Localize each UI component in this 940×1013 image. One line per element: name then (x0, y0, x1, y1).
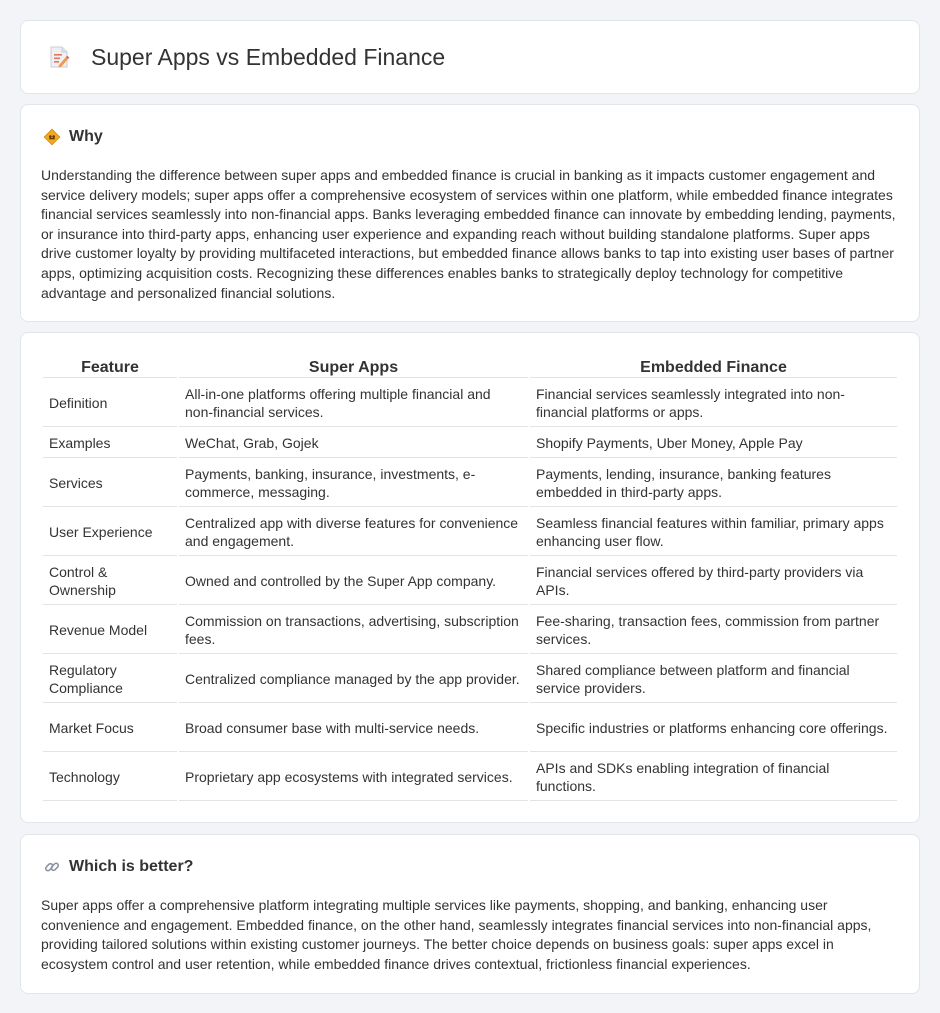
why-section (20, 104, 920, 322)
super-apps-cell: Commission on transactions, advertising, subscription fees. (179, 607, 528, 654)
link-icon (43, 858, 61, 876)
header-embedded-finance: Embedded Finance (530, 356, 897, 378)
why-heading-row (43, 128, 103, 146)
embedded-finance-cell: APIs and SDKs enabling integration of financial functions. (530, 754, 897, 801)
embedded-finance-cell: Shared compliance between platform and financial service providers. (530, 656, 897, 703)
feature-cell: Market Focus (43, 705, 177, 752)
table-row (43, 460, 897, 507)
embedded-finance-cell: Financial services offered by third-party providers via APIs. (530, 558, 897, 605)
table-row (43, 754, 897, 801)
super-apps-cell: Payments, banking, insurance, investments, e-commerce, messaging. (179, 460, 528, 507)
which-is-better-section (20, 834, 920, 994)
header-feature: Feature (43, 356, 177, 378)
super-apps-cell: All-in-one platforms offering multiple financial and non-financial services. (179, 380, 528, 427)
table-row (43, 509, 897, 556)
document-pencil-icon (47, 45, 71, 69)
feature-cell: Regulatory Compliance (43, 656, 177, 703)
better-text: Super apps offer a comprehensive platform integrating multiple services like payments, shopping, and banking, enhancing user convenience and engagement. Embedded finance, on the other hand, seamlessly integrates financial services into non-financial apps, providing tailored solutions within existing customer journeys. The better choice depends on business goals: super apps excel in ecosystem control and user retention, while embedded finance drives contextual, frictionless financial experiences. (41, 897, 872, 972)
header-super-apps: Super Apps (179, 356, 528, 378)
feature-cell: Control & Ownership (43, 558, 177, 605)
table-row (43, 558, 897, 605)
header-card (20, 20, 920, 94)
feature-cell: Revenue Model (43, 607, 177, 654)
super-apps-cell: Broad consumer base with multi-service needs. (179, 705, 528, 752)
feature-cell: Services (43, 460, 177, 507)
better-heading-row (43, 858, 193, 876)
super-apps-cell: Owned and controlled by the Super App company. (179, 558, 528, 605)
table-row (43, 380, 897, 427)
comparison-table (41, 354, 899, 803)
table-row (43, 429, 897, 458)
super-apps-cell: WeChat, Grab, Gojek (179, 429, 528, 458)
embedded-finance-cell: Financial services seamlessly integrated into non-financial platforms or apps. (530, 380, 897, 427)
why-heading: Why (69, 128, 103, 145)
feature-cell: Definition (43, 380, 177, 427)
super-apps-cell: Proprietary app ecosystems with integrated services. (179, 754, 528, 801)
embedded-finance-cell: Payments, lending, insurance, banking features embedded in third-party apps. (530, 460, 897, 507)
super-apps-cell: Centralized app with diverse features for convenience and engagement. (179, 509, 528, 556)
super-apps-cell: Centralized compliance managed by the app provider. (179, 656, 528, 703)
comparison-section (20, 332, 920, 823)
page-title: Super Apps vs Embedded Finance (91, 43, 446, 70)
why-text: Understanding the difference between super apps and embedded finance is crucial in banking as it impacts customer engagement and service delivery models; super apps offer a comprehensive ecosystem of services within one platform, while embedded finance integrates financial services seamlessly into non-financial apps. Banks leveraging embedded finance can innovate by embedding lending, payments, or insurance into third-party apps, enhancing user experience and expanding reach without building standalone platforms. Super apps drive customer loyalty by providing multifaceted interactions, but embedded finance allows banks to tap into existing user bases of partner apps, optimizing acquisition costs. Recognizing these differences enables banks to strategically deploy technology for competitive advantage and personalized financial solutions. (41, 167, 896, 301)
better-heading: Which is better? (69, 858, 194, 875)
table-row (43, 607, 897, 654)
feature-cell: Examples (43, 429, 177, 458)
embedded-finance-cell: Specific industries or platforms enhancing core offerings. (530, 705, 897, 752)
embedded-finance-cell: Seamless financial features within familiar, primary apps enhancing user flow. (530, 509, 897, 556)
embedded-finance-cell: Fee-sharing, transaction fees, commission from partner services. (530, 607, 897, 654)
table-row (43, 705, 897, 752)
feature-cell: User Experience (43, 509, 177, 556)
table-row (43, 656, 897, 703)
feature-cell: Technology (43, 754, 177, 801)
diamond-sign-icon (43, 128, 61, 146)
table-header-row (43, 356, 897, 378)
embedded-finance-cell: Shopify Payments, Uber Money, Apple Pay (530, 429, 897, 458)
